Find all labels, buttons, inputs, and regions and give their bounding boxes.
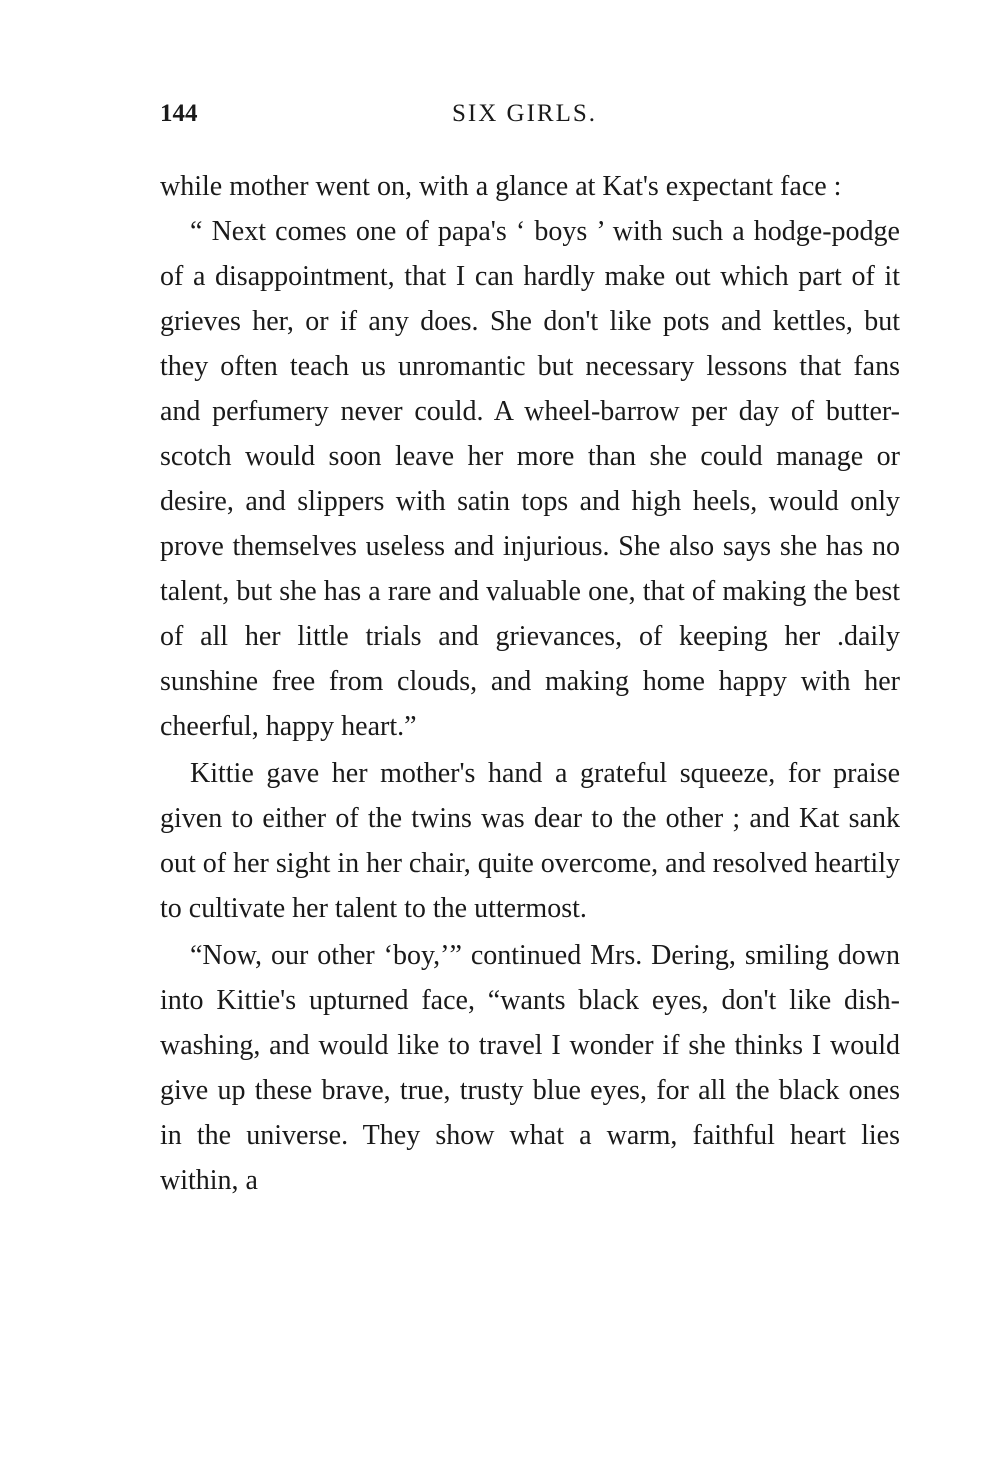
paragraph: “Now, our other ‘boy,’” continued Mrs. Dering, smiling down into Kittie's upturned face, “wants black eyes, don't like dish-washing, and would like to travel I wonder if she thinks I would give up these brave, true, trusty blue eyes, for all the black ones in the universe. They show what a warm, faithful heart lies within, a — [160, 940, 900, 1196]
page-number: 144 — [160, 100, 198, 127]
paragraph: Kittie gave her mother's hand a grateful squeeze, for praise given to either of the twins was dear to the other ; and Kat sank out of her sight in her chair, quite overcome, and resolved heartily to cultivate her talent to the uttermost. — [160, 758, 900, 924]
running-title: SIX GIRLS. — [452, 100, 598, 127]
running-head — [160, 100, 900, 136]
paragraph: while mother went on, with a glance at Kat's expectant face : — [160, 171, 842, 202]
paragraph: “ Next comes one of papa's ‘ boys ’ with such a hodge-podge of a disappointment, that I can hardly make out which part of it grieves her, or if any does. She don't like pots and kettles, but they often teach us unromantic but necessary lessons that fans and perfumery never could. A wheel-barrow per day of butter-scotch would soon leave her more than she could manage or desire, and slippers with satin tops and high heels, would only prove themselves useless and injurious. She also says she has no talent, but she has a rare and valuable one, that of making the best of all her little trials and grievances, of keeping her .daily sunshine free from clouds, and making home happy with her cheerful, happy heart.” — [160, 216, 900, 742]
body-text — [160, 164, 900, 1203]
